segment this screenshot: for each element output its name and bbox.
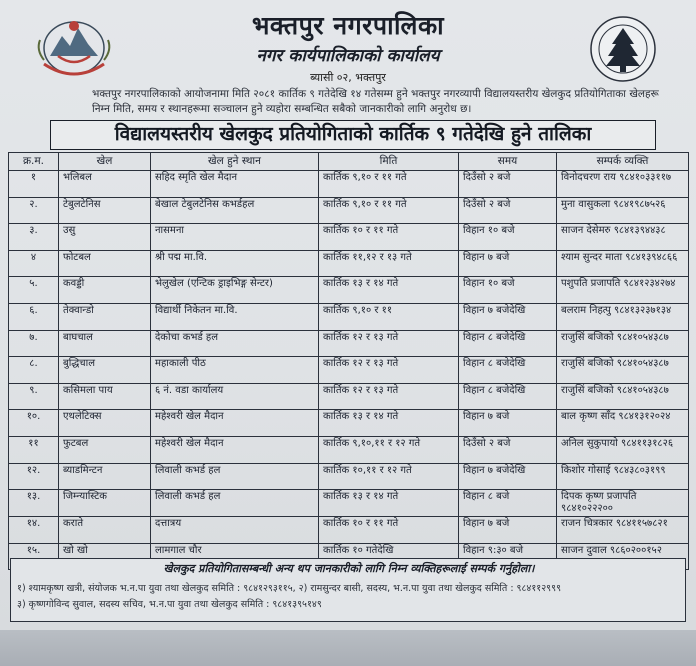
intro-paragraph: भक्तपुर नगरपालिकाको आयोजनामा मिति २०८१ कार्तिक ९ गतेदेखि १४ गतेसम्म हुने भक्तपुर नगरव्यापी विद्यालयस्तरीय खेलकुद प्रतियोगिताका खेलहरू निम्न मिति, समय र स्थानहरूमा सञ्चालन हुने व्यहोरा सम्बन्धित सबैको जानकारीको लागि अनुरोध छ। bbox=[92, 88, 659, 115]
cell-sn: ९. bbox=[9, 383, 59, 410]
cell-time: विहान ८ बजे bbox=[459, 490, 557, 517]
table-row bbox=[9, 224, 689, 251]
cell-sn: ३. bbox=[9, 224, 59, 251]
col-header-contact: सम्पर्क व्यक्ति bbox=[557, 153, 689, 171]
cell-game: जिम्न्यास्टिक bbox=[59, 490, 151, 517]
cell-contact: साजन दुवाल ९८६०२००१५२ bbox=[557, 543, 689, 570]
cell-time: विहान ७ बजे bbox=[459, 410, 557, 437]
cell-sn: ४ bbox=[9, 250, 59, 277]
cell-date: कार्तिक १३ र १४ गते bbox=[319, 410, 459, 437]
table-row bbox=[9, 517, 689, 544]
cell-contact: दिपक कृष्ण प्रजापति ९८४१०२२२०० bbox=[557, 490, 689, 517]
table-row bbox=[9, 383, 689, 410]
cell-venue: श्री पद्म मा.वि. bbox=[151, 250, 319, 277]
cell-venue: देकोचा कभर्ड हल bbox=[151, 330, 319, 357]
table-row bbox=[9, 357, 689, 384]
cell-contact: श्याम सुन्दर माता ९८४१३९४८६६ bbox=[557, 250, 689, 277]
cell-game: भलिबल bbox=[59, 171, 151, 198]
footer-heading: खेलकुद प्रतियोगितासम्बन्धी अन्य थप जानकारीको लागि निम्न व्यक्तिहरूलाई सम्पर्क गर्नुहोला। bbox=[163, 562, 535, 575]
cell-contact: बाल कृष्ण साँद ९८४१३१२०२४ bbox=[557, 410, 689, 437]
cell-game: कवड्डी bbox=[59, 277, 151, 304]
cell-contact: राजन चित्रकार ९८४११५७८२१ bbox=[557, 517, 689, 544]
col-header-game: खेल bbox=[59, 153, 151, 171]
cell-contact: राजुसिं बजिको ९८४१०५४३८७ bbox=[557, 330, 689, 357]
table-row bbox=[9, 490, 689, 517]
cell-date: कार्तिक १२ र १३ गते bbox=[319, 357, 459, 384]
cell-sn: १५. bbox=[9, 543, 59, 570]
cell-date: कार्तिक ११,१२ र १३ गते bbox=[319, 250, 459, 277]
cell-contact: राजुसिं बजिको ९८४१०५४३८७ bbox=[557, 357, 689, 384]
cell-date: कार्तिक १० गतेदेखि bbox=[319, 543, 459, 570]
cell-date: कार्तिक १० र ११ गते bbox=[319, 224, 459, 251]
cell-game: एथलेटिक्स bbox=[59, 410, 151, 437]
cell-date: कार्तिक १० र ११ गते bbox=[319, 517, 459, 544]
cell-venue: सहिद स्मृति खेल मैदान bbox=[151, 171, 319, 198]
cell-time: दिउँसो २ बजे bbox=[459, 436, 557, 463]
table-row bbox=[9, 171, 689, 198]
table-header-row bbox=[9, 153, 689, 171]
cell-sn: १४. bbox=[9, 517, 59, 544]
office-address: ब्यासी ०२, भक्तपुर bbox=[310, 71, 386, 84]
table-row bbox=[9, 277, 689, 304]
cell-sn: १ bbox=[9, 171, 59, 198]
cell-date: कार्तिक १०,११ र १२ गते bbox=[319, 463, 459, 490]
table-row bbox=[9, 303, 689, 330]
cell-game: फोटबल bbox=[59, 250, 151, 277]
cell-sn: ६. bbox=[9, 303, 59, 330]
cell-game: कसिमला पाय bbox=[59, 383, 151, 410]
cell-game: खो खो bbox=[59, 543, 151, 570]
cell-sn: १०. bbox=[9, 410, 59, 437]
cell-date: कार्तिक ९,१० र ११ गते bbox=[319, 171, 459, 198]
cell-date: कार्तिक ९,१० र ११ गते bbox=[319, 197, 459, 224]
cell-sn: १२. bbox=[9, 463, 59, 490]
cell-game: उसु bbox=[59, 224, 151, 251]
cell-time: विहान ८ बजेदेखि bbox=[459, 357, 557, 384]
cell-venue: महेश्वरी खेल मैदान bbox=[151, 436, 319, 463]
cell-contact: मुना वासुकला ९८४१९८७५२६ bbox=[557, 197, 689, 224]
cell-time: विहान ७ बजे bbox=[459, 250, 557, 277]
col-header-sn: क्र.म. bbox=[9, 153, 59, 171]
cell-time: विहान ८ बजेदेखि bbox=[459, 383, 557, 410]
cell-date: कार्तिक १३ र १४ गते bbox=[319, 277, 459, 304]
cell-contact: बलराम निहत्पु ९८४१३२३७१३४ bbox=[557, 303, 689, 330]
office-title: भक्तपुर नगरपालिका bbox=[251, 11, 445, 40]
cell-sn: ११ bbox=[9, 436, 59, 463]
cell-contact: विनोदचरण राय ९८४१०३३११७ bbox=[557, 171, 689, 198]
cell-contact: अनिल सुकुपायो ९८४११३१८२६ bbox=[557, 436, 689, 463]
cell-contact: पशुपति प्रजापति ९८४१२३४२७४ bbox=[557, 277, 689, 304]
footer-contact-line: १) श्यामकृष्ण खत्री, संयोजक भ.न.पा युवा तथा खेलकुद समिति : ९८४१२९३११५, २) रामसुन्दर बासी, सदस्य, भ.न.पा युवा तथा खेलकुद समिति : ९८४११२९९९ bbox=[17, 583, 562, 594]
cell-time: दिउँसो २ बजे bbox=[459, 197, 557, 224]
cell-venue: नासमना bbox=[151, 224, 319, 251]
cell-date: कार्तिक ९,१०,११ र १२ गते bbox=[319, 436, 459, 463]
cell-date: कार्तिक ९,१० र ११ bbox=[319, 303, 459, 330]
col-header-date: मिति bbox=[319, 153, 459, 171]
cell-time: विहान ७ बजे bbox=[459, 517, 557, 544]
office-subtitle: नगर कार्यपालिकाको कार्यालय bbox=[256, 46, 440, 66]
cell-game: फुटबल bbox=[59, 436, 151, 463]
cell-game: ब्याडमिन्टन bbox=[59, 463, 151, 490]
cell-sn: ५. bbox=[9, 277, 59, 304]
cell-date: कार्तिक १२ र १३ गते bbox=[319, 383, 459, 410]
schedule-banner: विद्यालयस्तरीय खेलकुद प्रतियोगिताको कार्तिक ९ गतेदेखि हुने तालिका bbox=[50, 120, 656, 150]
cell-time: विहान १० बजे bbox=[459, 277, 557, 304]
cell-time: विहान १० बजे bbox=[459, 224, 557, 251]
cell-contact: राजुसिं बजिको ९८४१०५४३८७ bbox=[557, 383, 689, 410]
cell-game: टेबुलटेनिस bbox=[59, 197, 151, 224]
table-row bbox=[9, 463, 689, 490]
table-row bbox=[9, 250, 689, 277]
cell-venue: महेश्वरी खेल मैदान bbox=[151, 410, 319, 437]
col-header-time: समय bbox=[459, 153, 557, 171]
cell-sn: २. bbox=[9, 197, 59, 224]
cell-time: दिउँसो २ बजे bbox=[459, 171, 557, 198]
cell-venue: बेखाल टेबुलटेनिस कभर्डहल bbox=[151, 197, 319, 224]
cell-game: बुद्धिचाल bbox=[59, 357, 151, 384]
cell-venue: लामगाल चौर bbox=[151, 543, 319, 570]
cell-venue: दत्तात्रय bbox=[151, 517, 319, 544]
cell-time: विहान ८ बजेदेखि bbox=[459, 330, 557, 357]
cell-venue: लिवाली कभर्ड हल bbox=[151, 490, 319, 517]
cell-venue: भेलुखेल (एन्टिक ड्राइभिङ्ग सेन्टर) bbox=[151, 277, 319, 304]
cell-contact: किशोर गोसाई ९८४३८०३१९९ bbox=[557, 463, 689, 490]
table-row bbox=[9, 436, 689, 463]
cell-time: विहान ७ बजेदेखि bbox=[459, 303, 557, 330]
cell-contact: साजन देसेमरु ९८४१३९४४३८ bbox=[557, 224, 689, 251]
cell-sn: ७. bbox=[9, 330, 59, 357]
cell-time: विहान ७ बजेदेखि bbox=[459, 463, 557, 490]
cell-game: तेक्वान्डो bbox=[59, 303, 151, 330]
cell-sn: ८. bbox=[9, 357, 59, 384]
contact-footer bbox=[10, 558, 686, 622]
table-row bbox=[9, 197, 689, 224]
col-header-venue: खेल हुने स्थान bbox=[151, 153, 319, 171]
cell-sn: १३. bbox=[9, 490, 59, 517]
cell-venue: ६ नं. वडा कार्यालय bbox=[151, 383, 319, 410]
table-row bbox=[9, 410, 689, 437]
cell-game: बाघचाल bbox=[59, 330, 151, 357]
cell-venue: विद्यार्थी निकेतन मा.वि. bbox=[151, 303, 319, 330]
cell-date: कार्तिक १३ र १४ गते bbox=[319, 490, 459, 517]
cell-game: कराते bbox=[59, 517, 151, 544]
photo-bottom-edge bbox=[0, 630, 696, 666]
cell-time: विहान ९:३० बजे bbox=[459, 543, 557, 570]
cell-date: कार्तिक १२ र १३ गते bbox=[319, 330, 459, 357]
schedule-table bbox=[8, 152, 689, 570]
footer-contact-line: ३) कृष्णगोविन्द सुवाल, सदस्य सचिव, भ.न.पा युवा तथा खेलकुद समिति : ९८४१३९५१४९ bbox=[17, 599, 322, 610]
table-row bbox=[9, 330, 689, 357]
cell-venue: लिवाली कभर्ड हल bbox=[151, 463, 319, 490]
cell-venue: महाकाली पीठ bbox=[151, 357, 319, 384]
